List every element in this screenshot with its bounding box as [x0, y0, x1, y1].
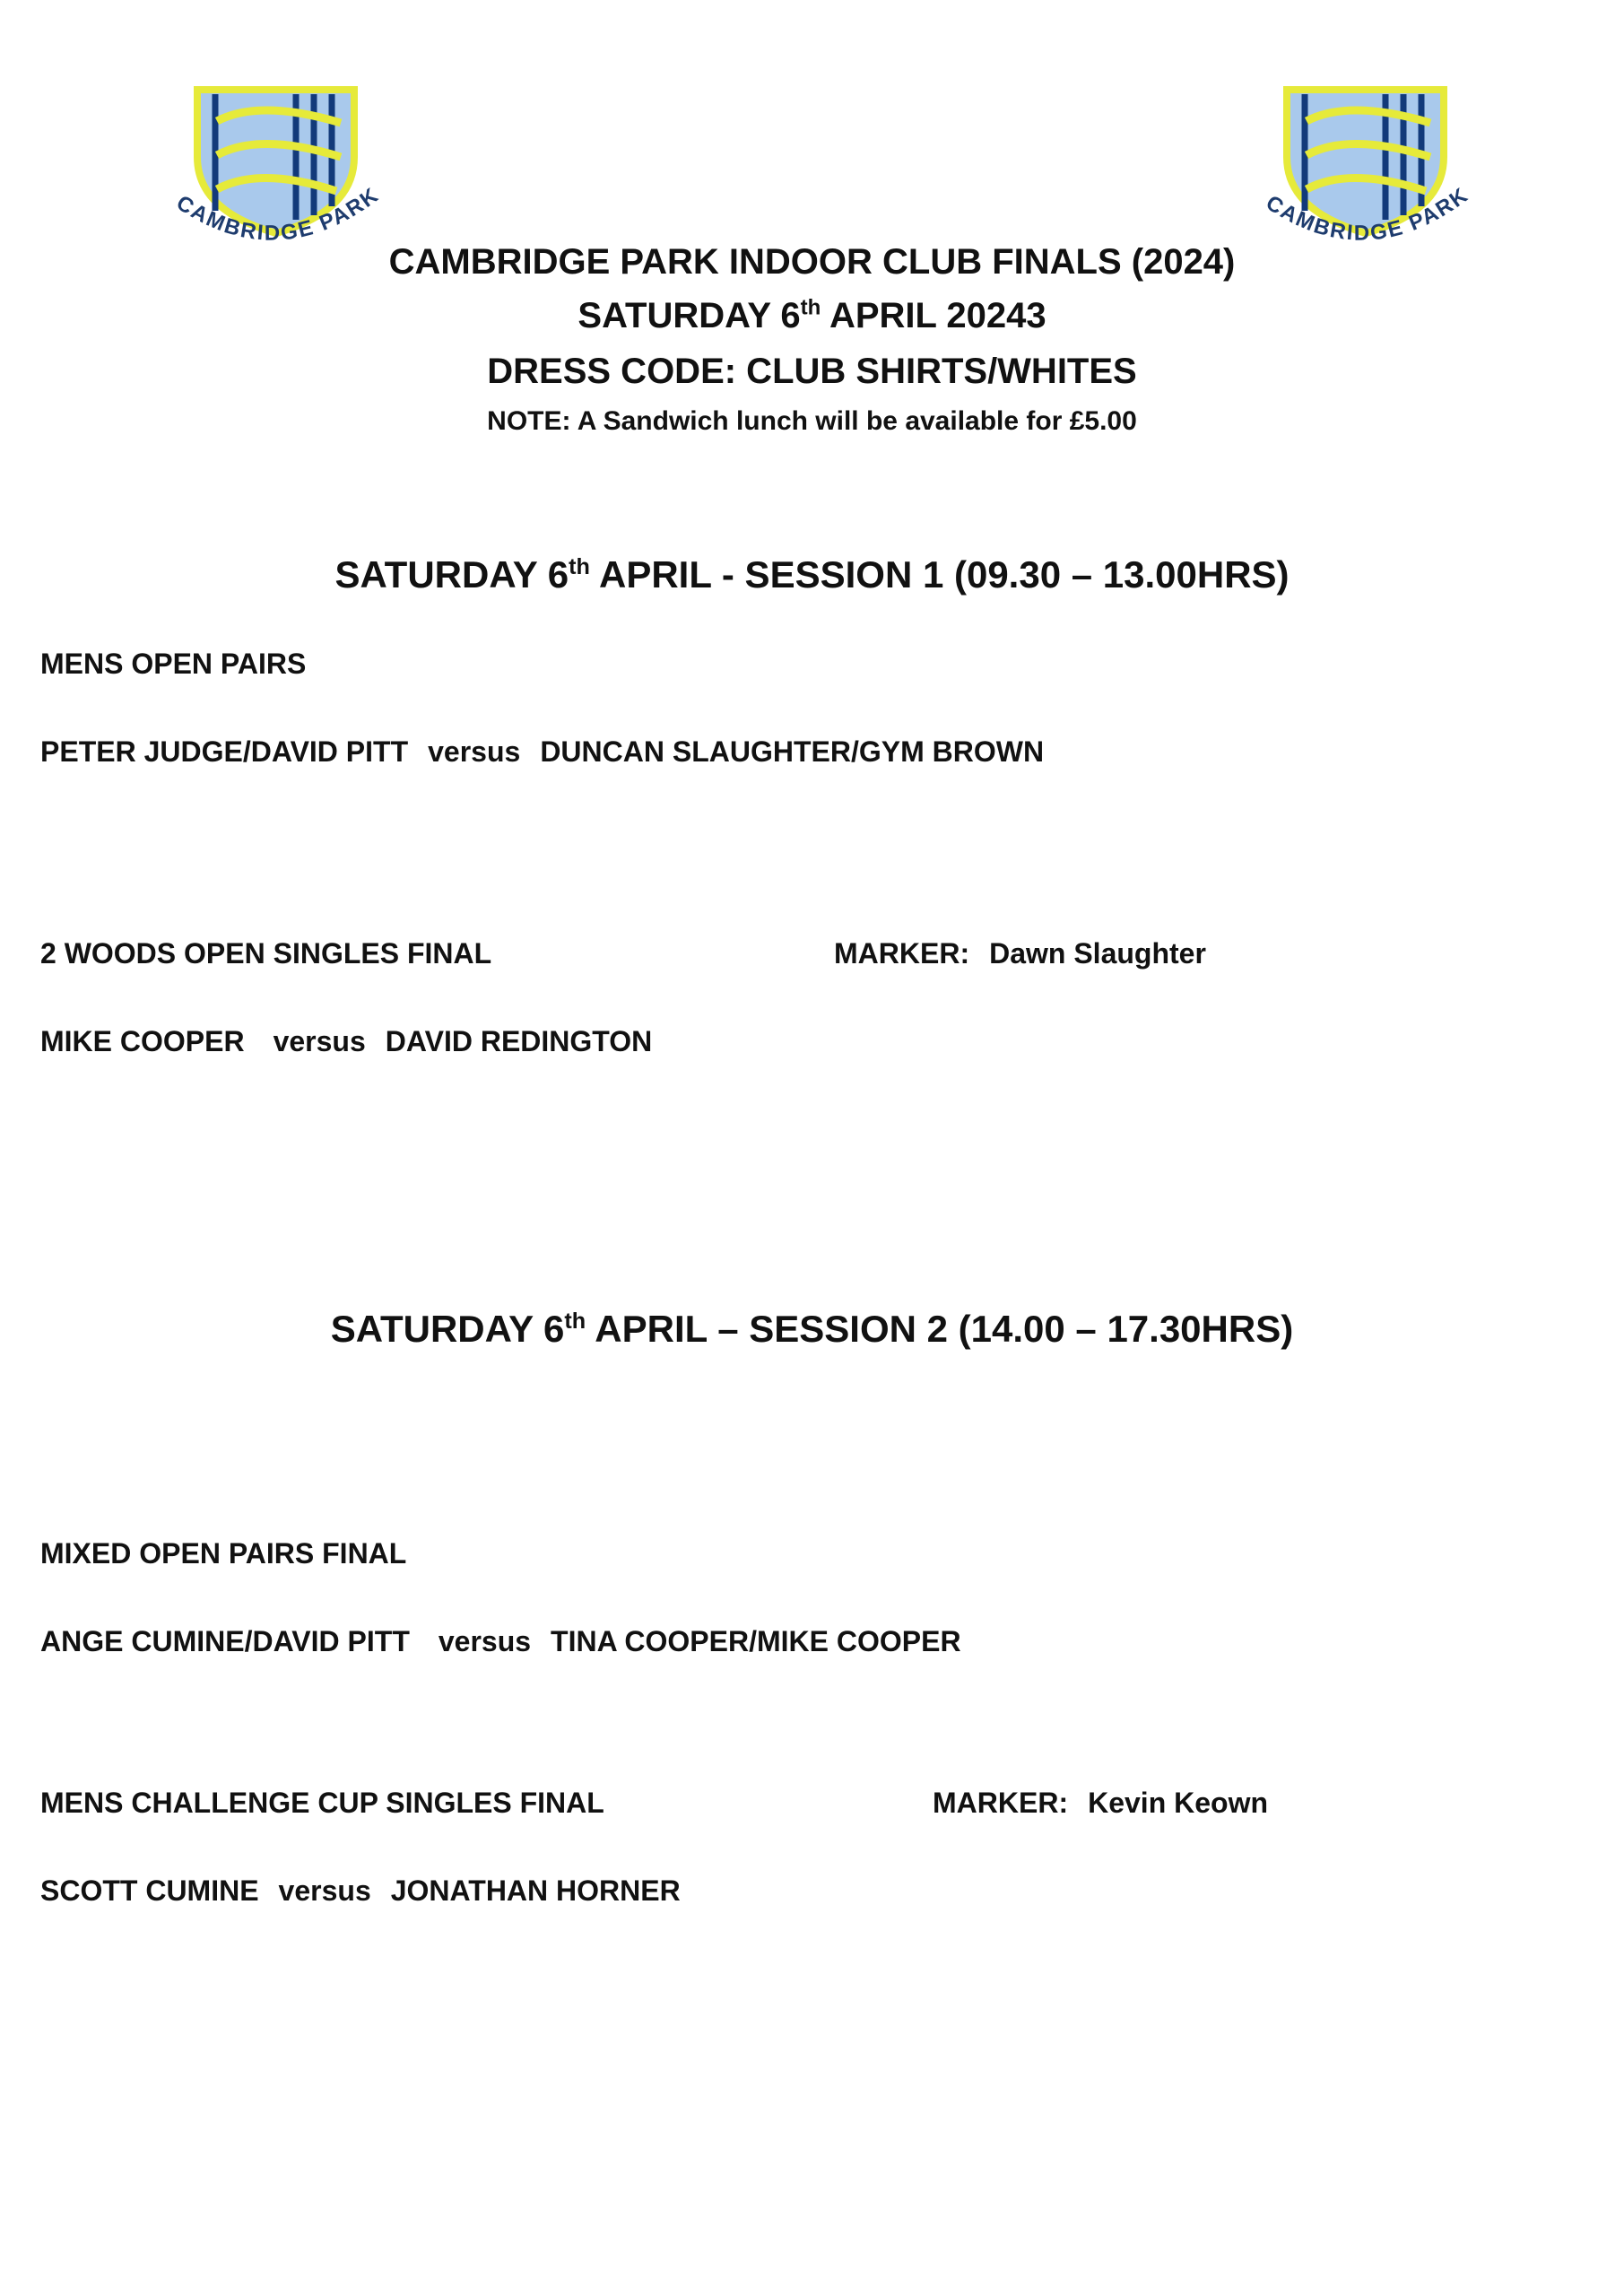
marker	[834, 937, 1206, 970]
player-b: JONATHAN HORNER	[390, 1874, 681, 1907]
versus-label: versus	[278, 1874, 371, 1907]
match-line	[40, 735, 1044, 769]
session-1-heading	[0, 553, 1624, 596]
match-line	[40, 1025, 652, 1058]
marker-label: MARKER:	[933, 1787, 1069, 1819]
marker-name: Dawn Slaughter	[989, 937, 1206, 970]
club-logo-right	[1251, 85, 1484, 265]
versus-label: versus	[428, 735, 521, 768]
dress-code: DRESS CODE: CLUB SHIRTS/WHITES	[487, 352, 1137, 391]
player-a: SCOTT CUMINE	[40, 1874, 259, 1907]
logo-text: CAMBRIDGE PARK	[1261, 182, 1474, 246]
marker	[933, 1787, 1268, 1820]
session-1-heading-suffix: APRIL - SESSION 1 (09.30 – 13.00HRS)	[589, 553, 1290, 596]
session-1-heading-sup: th	[569, 554, 590, 579]
session-2-heading-sup: th	[564, 1309, 586, 1334]
event-date-suffix: APRIL 20243	[821, 296, 1046, 335]
session-2-heading-suffix: APRIL – SESSION 2 (14.00 – 17.30HRS)	[586, 1308, 1294, 1350]
versus-label: versus	[273, 1025, 366, 1057]
event-date-sup: th	[800, 295, 821, 320]
club-logo-left	[161, 85, 395, 265]
marker-label: MARKER:	[834, 937, 970, 970]
player-a: MIKE COOPER	[40, 1025, 245, 1057]
lunch-note: NOTE: A Sandwich lunch will be available for £5.00	[487, 406, 1137, 436]
event-title: CAMBRIDGE PARK INDOOR CLUB FINALS (2024)	[388, 242, 1236, 282]
event-date-prefix: SATURDAY 6	[578, 296, 801, 335]
session-2-heading	[0, 1308, 1624, 1351]
logo-text: CAMBRIDGE PARK	[171, 182, 385, 246]
match-line	[40, 1625, 961, 1658]
club-crest-icon	[161, 85, 395, 265]
player-b: DUNCAN SLAUGHTER/GYM BROWN	[540, 735, 1045, 768]
player-a: PETER JUDGE/DAVID PITT	[40, 735, 409, 768]
session-2-heading-prefix: SATURDAY 6	[330, 1308, 565, 1350]
marker-name: Kevin Keown	[1088, 1787, 1269, 1819]
player-b: TINA COOPER/MIKE COOPER	[551, 1625, 961, 1657]
match-line	[40, 1874, 681, 1908]
event-title: 2 WOODS OPEN SINGLES FINAL	[40, 937, 492, 970]
versus-label: versus	[438, 1625, 532, 1657]
event-title: MENS OPEN PAIRS	[40, 648, 307, 680]
event-date	[0, 296, 1624, 336]
event-title: MENS CHALLENGE CUP SINGLES FINAL	[40, 1787, 604, 1819]
player-a: ANGE CUMINE/DAVID PITT	[40, 1625, 410, 1657]
session-1-heading-prefix: SATURDAY 6	[334, 553, 569, 596]
player-b: DAVID REDINGTON	[385, 1025, 653, 1057]
event-title: MIXED OPEN PAIRS FINAL	[40, 1537, 407, 1570]
club-crest-icon	[1251, 85, 1484, 265]
